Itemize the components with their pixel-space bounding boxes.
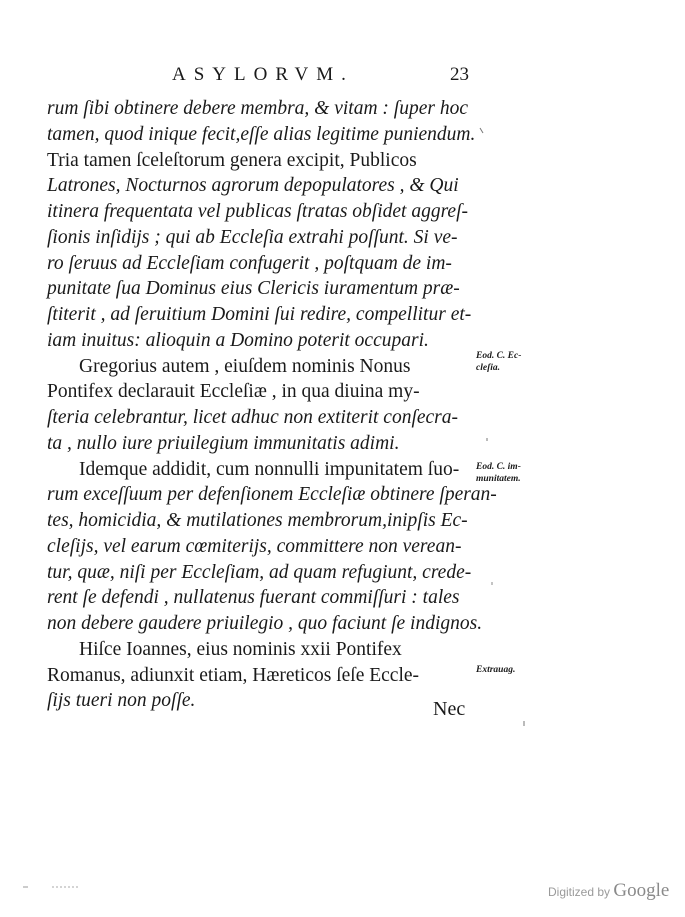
text-line: Romanus, adiunxit etiam, Hæreticos ſeſe Eccle- [47,664,420,686]
running-title: ASYLORVM. [172,64,354,85]
watermark-brand: Google [613,880,670,901]
margin-note-line: munitatem. [476,474,521,484]
margin-note-line: Eod. C. im- [476,462,521,472]
text-line: ta , nullo iure priuilegium immunitatis adimi. [47,432,400,454]
catchword: Nec [433,698,466,720]
text-line: non debere gaudere priuilegio , quo faciunt ſe indignos. [47,613,483,634]
text-line: tamen, quod inique fecit,eſſe alias legitime puniendum. [47,123,476,145]
page-number: 23 [450,64,469,85]
text-line: cleſijs, vel earum cœmiterijs, committere non verean- [47,535,462,557]
text-line: punitate ſua Dominus eius Clericis iuramentum præ- [47,278,460,300]
text-line: tur, quæ, niſi per Eccleſiam, ad quam refugiunt, crede- [47,561,472,583]
watermark-prefix: Digitized by [548,885,611,899]
text-line: rum exceſſuum per defenſionem Eccleſiæ obtinere ſperan- [47,484,497,506]
text-line: tes, homicidia, & mutilationes membrorum,inipſis Ec- [47,510,468,531]
margin-note-line: Extrauag. [476,665,516,675]
text-line: Tria tamen ſceleſtorum genera excipit, Publicos [47,149,417,171]
text-line: rum ſibi obtinere debere membra, & vitam : ſuper hoc [47,98,468,119]
margin-note-line: Eod. C. Ec- [476,351,522,361]
text-line: itinera frequentata vel publicas ſtratas obſidet aggreſ- [47,201,469,222]
text-line: ſteria celebrantur, licet adhuc non extiterit conſecra- [47,407,459,428]
text-line: ſionis inſidijs ; qui ab Eccleſia extrahi poſſunt. Si ve- [47,226,458,248]
text-line: ſtiterit , ad ſeruitium Domini ſui redire, compellitur et- [47,304,472,325]
text-line: iam inuitus: alioquin a Domino poterit occupari. [47,329,429,351]
text-line: ſijs tueri non poſſe. [47,690,196,712]
text-line: ro ſeruus ad Eccleſiam confugerit , poſtquam de im- [47,252,452,274]
margin-note-line: cleſia. [476,363,501,373]
digitized-watermark [548,880,669,902]
text-line: Hiſce Ioannes, eius nominis xxii Pontifex [79,638,402,660]
text-line: rent ſe defendi , nullatenus fuerant commiſſuri : tales [47,587,460,609]
text-line: Gregorius autem , eiuſdem nominis Nonus [79,355,411,377]
text-line: Latrones, Nocturnos agrorum depopulatores , & Qui [47,175,459,197]
text-line: Pontifex declarauit Eccleſiæ , in qua diuina my- [47,381,420,403]
text-line: Idemque addidit, cum nonnulli impunitatem ſuo- [79,458,460,480]
